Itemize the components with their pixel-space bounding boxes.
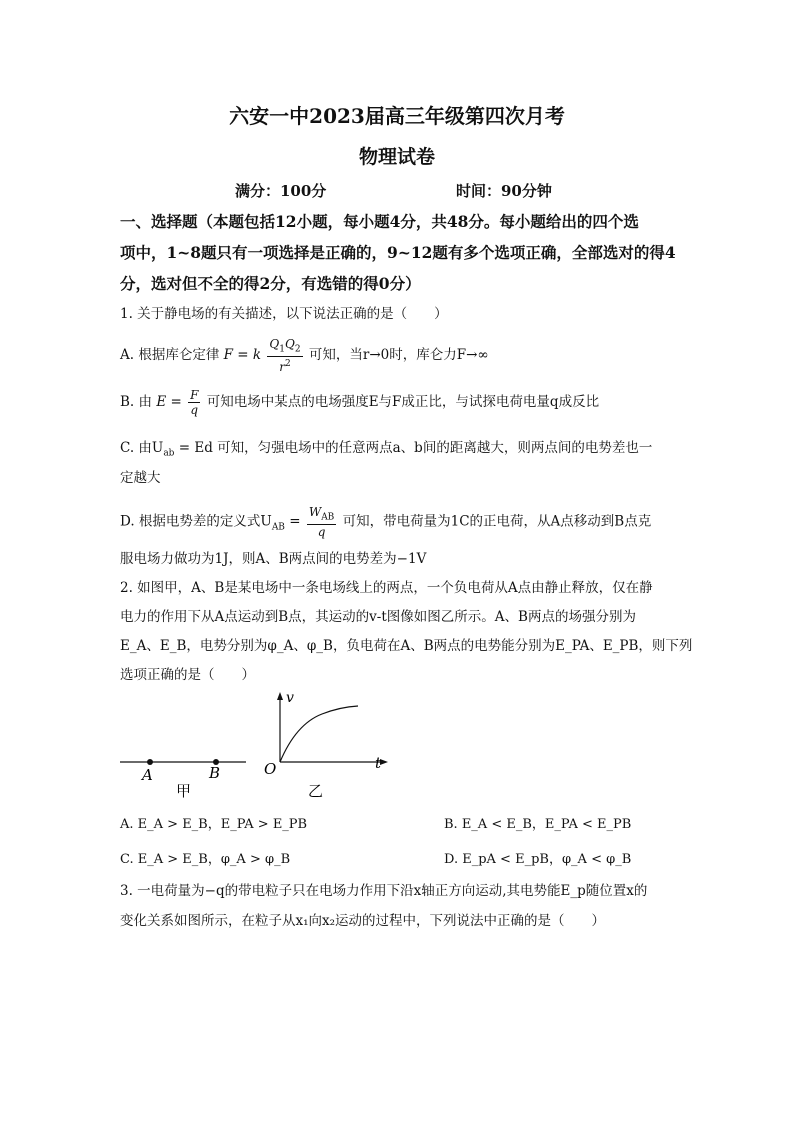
q2-line-1: 2. 如图甲，A、B是某电场中一条电场线上的两点，一个负电荷从A点由静止释放，仅在静 — [120, 580, 653, 596]
point-a — [147, 759, 153, 765]
q3-line-2: 变化关系如图所示，在粒子从x₁向x₂运动的过程中，下列说法中正确的是（ ） — [120, 913, 606, 929]
section-instructions-line-2: 项中，1~8题只有一项选择是正确的，9~12题有多个选项正确，全部选对的得4 — [120, 243, 676, 262]
q1-option-a: A. 根据库仑定律 F = k $\frac{Q_1Q_2}{r^2}$ 可知，当r→0时，库仑力F→∞ — [120, 337, 489, 375]
q1-option-b: B. 由 E = $\frac{F}{q}$ 可知电场中某点的电场强度E与F成正比，与试探电荷电量q成反比 — [120, 388, 600, 417]
label-b: B — [209, 764, 221, 782]
q1-option-d-suffix: 可知，带电荷量为1C的正电荷，从A点移动到B点克 — [342, 513, 652, 530]
label-t: t — [375, 754, 382, 772]
section-instructions-line-1: 一、选择题（本题包括12小题，每小题4分，共48分。每小题给出的四个选 — [120, 212, 639, 231]
q2-option-d: D. E_pA < E_pB，φ_A < φ_B — [444, 852, 632, 867]
q1-option-b-prefix: B. 由 — [120, 394, 153, 410]
full-score: 满分：100分 — [235, 182, 327, 200]
label-yi: 乙 — [308, 782, 324, 800]
potential-difference-fraction: $\frac{W_{AB}}{q}$ — [308, 505, 335, 540]
exam-time: 时间：90分钟 — [456, 182, 552, 200]
q1-option-d: D. 根据电势差的定义式$U_{AB}$ = $\frac{W_{AB}}{q}$ 可知，带电荷量为1C的正电荷，从A点移动到B点克 — [120, 505, 652, 540]
q1-option-c-sub: ab — [163, 448, 175, 459]
field-fraction: $\frac{F}{q}$ — [190, 388, 199, 417]
label-jia: 甲 — [176, 782, 192, 800]
q2-option-c: C. E_A > E_B，φ_A > φ_B — [120, 852, 291, 867]
label-v: v — [286, 690, 294, 706]
q1-option-d-prefix: D. 根据电势差的定义式U — [120, 513, 272, 530]
q2-line-2: 电力的作用下从A点运动到B点，其运动的v-t图像如图乙所示。A、B两点的场强分别为 — [120, 609, 636, 625]
q1-option-c-line-2: 定越大 — [120, 470, 161, 486]
q1-option-a-suffix: 可知，当r→0时，库仑力F→∞ — [308, 347, 489, 364]
t-axis-arrow — [380, 759, 388, 765]
label-a: A — [142, 766, 153, 784]
q1-option-d-line-2: 服电场力做功为1J，则A、B两点间的电势差为−1V — [120, 551, 427, 567]
q3-line-1: 3. 一电荷量为−q的带电粒子只在电场力作用下沿x轴正方向运动,其电势能E_p随位置x的 — [120, 883, 648, 899]
coulomb-fraction: $\frac{Q_1Q_2}{r^2}$ — [269, 337, 301, 375]
q2-figure — [118, 688, 408, 800]
v-axis-arrow — [277, 692, 283, 700]
label-o: O — [264, 760, 277, 778]
q1-option-c-prefix: C. 由U — [120, 440, 164, 456]
q2-line-3: E_A、E_B，电势分别为φ_A、φ_B，负电荷在A、B两点的电势能分别为E_PA、E_PB，则下列 — [120, 638, 693, 654]
velocity-curve — [280, 706, 358, 762]
exam-title: 六安一中2023届高三年级第四次月考 — [229, 104, 565, 128]
q1-stem: 1. 关于静电场的有关描述，以下说法正确的是（ ） — [120, 306, 448, 322]
q1-option-b-suffix: 可知电场中某点的电场强度E与F成正比，与试探电荷电量q成反比 — [206, 394, 600, 410]
q1-option-a-prefix: A. 根据库仑定律 — [120, 347, 220, 364]
q1-option-d-sub: AB — [271, 522, 285, 533]
q1-option-c — [120, 438, 680, 464]
section-instructions-line-3: 分，选对但不全的得2分，有选错的得0分） — [120, 274, 421, 293]
q2-option-a: A. E_A > E_B，E_PA > E_PB — [120, 817, 308, 832]
q1-option-c-rest: = Ed 可知，匀强电场中的任意两点a、b间的距离越大，则两点间的电势差也一 — [174, 440, 653, 456]
q2-option-b: B. E_A < E_B，E_PA < E_PB — [444, 817, 632, 832]
exam-subtitle: 物理试卷 — [358, 146, 435, 168]
q2-line-4: 选项正确的是（ ） — [120, 667, 255, 683]
